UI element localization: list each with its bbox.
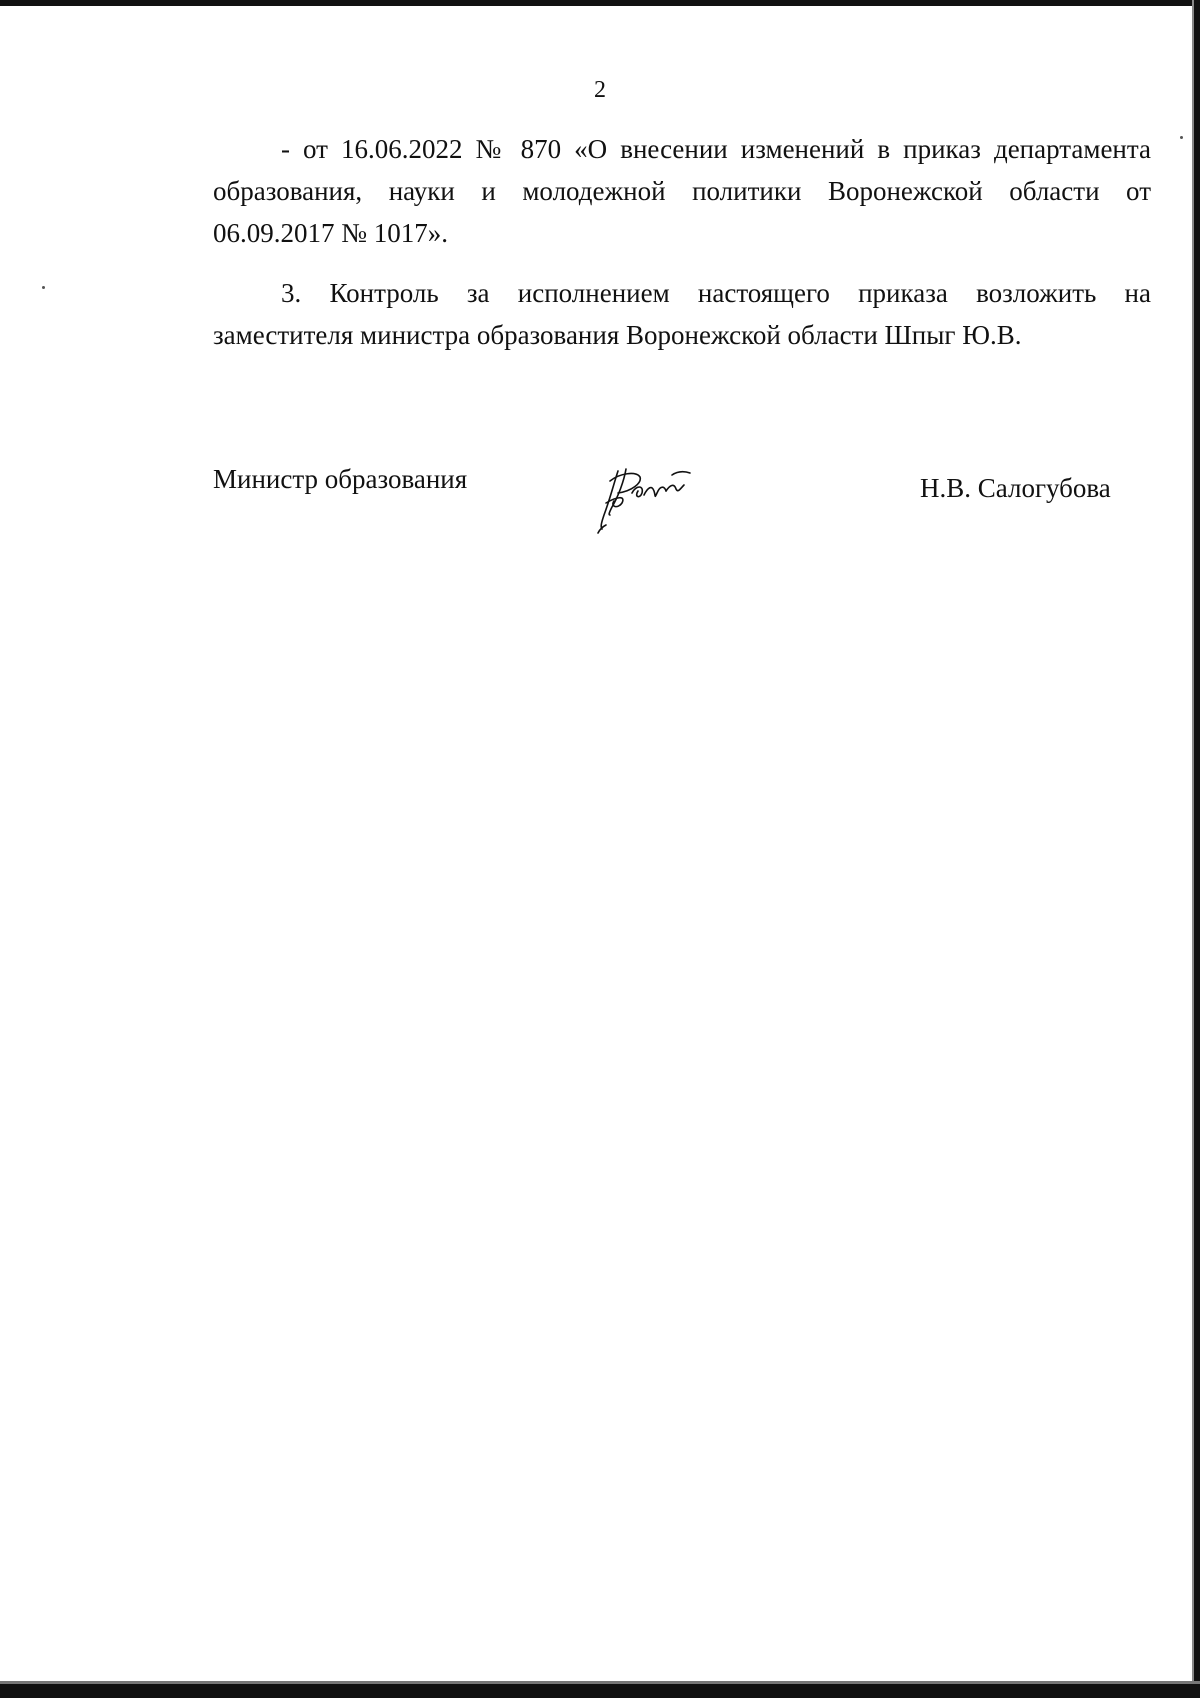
paragraph-line: заместителя министра образования Воронежской области Шпыг Ю.В. [213,320,1022,350]
handwritten-signature-icon [596,463,736,535]
scan-edge-right-shadow [1192,0,1194,1698]
scan-speck [42,286,45,289]
scan-edge-top [0,0,1200,6]
paragraph-line: образования, науки и молодежной политики Воронежской области от [213,176,1151,206]
scan-edge-right [1194,0,1200,1698]
paragraph-control-clause [213,272,1151,356]
scan-speck [1180,136,1183,139]
paragraph-line: 3. Контроль за исполнением настоящего приказа возложить на [281,278,1151,308]
paragraph-line: 06.09.2017 № 1017». [213,218,449,248]
paragraph-line: - от 16.06.2022 № 870 «О внесении изменений в приказ департамента [281,134,1151,164]
page-number: 2 [594,77,606,103]
scan-edge-bottom-shadow [0,1681,1200,1684]
scan-edge-bottom [0,1684,1200,1698]
signatory-position: Министр образования [213,464,468,494]
signatory-name: Н.В. Салогубова [920,473,1111,503]
paragraph-amendment-reference [213,128,1151,254]
